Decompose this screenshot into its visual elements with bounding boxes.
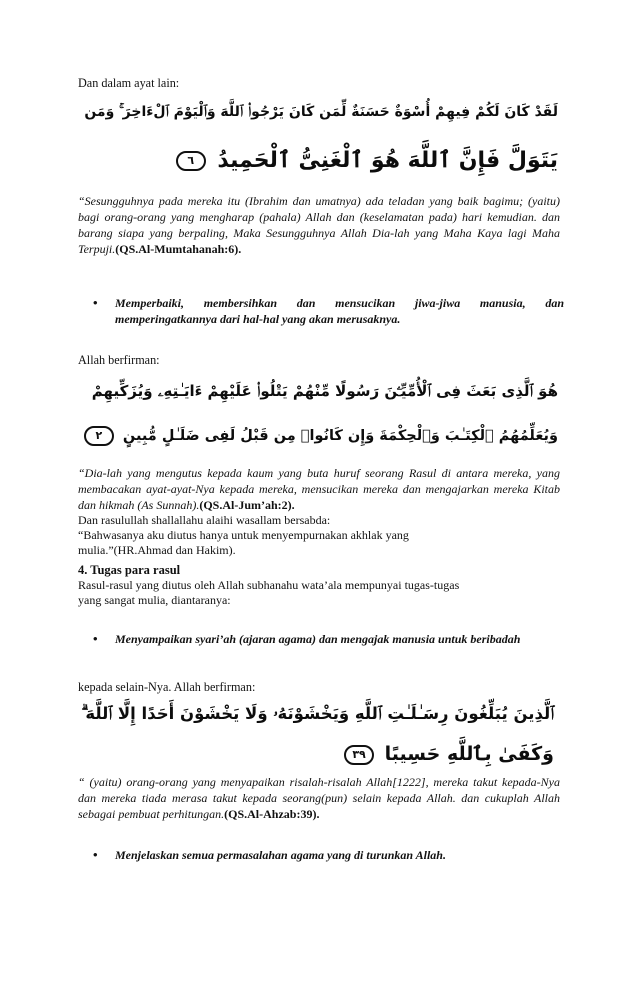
arabic-verse-3-line2 <box>344 743 554 765</box>
section-line-2: yang sangat mulia, diantaranya: <box>78 593 231 607</box>
intro-text-2: Allah berfirman: <box>78 353 160 367</box>
translation-paragraph-2 <box>78 465 560 513</box>
arabic-verse-1-text: يَتَوَلَّ فَإِنَّ ٱللَّهَ هُوَ ٱلْغَنِىُّ ٱلْحَمِيدُ <box>217 148 558 173</box>
ayah-number-marker: ٦ <box>176 151 206 171</box>
hadith-block <box>78 513 560 558</box>
hadith-intro: Dan rasulullah shallallahu alaihi wasallam bersabda: <box>78 513 331 527</box>
arabic-verse-1-line1: لَقَدْ كَانَ لَكُمْ فِيهِمْ أُسْوَةٌ حَسَنَةٌ لِّمَن كَانَ يَرْجُوا۟ ٱللَّهَ وَٱلْيَوْمَ ٱلْءَاخِرَ ۚ وَمَن <box>84 104 558 120</box>
bullet-item-2 <box>93 631 564 647</box>
intro-text-1: Dan dalam ayat lain: <box>78 76 180 90</box>
translation-text-1: “Sesungguhnya pada mereka itu (Ibrahim dan umatnya) ada teladan yang baik bagimu; (yaitu) bagi orang-orang yang mengharap (pahala) Allah dan (keselamatan pada) hari kemudian. dan barang siapa yang berpaling, Maka Sesungguhnya Allah Dia-lah yang Maha Kaya lagi Maha Terpuji. <box>78 194 560 256</box>
translation-text-3: “ (yaitu) orang-orang yang menyapaikan risalah-risalah Allah[1222], mereka takut kepada-Nya dan mereka tiada merasa takut kepada seorang(pun) selain kepada Allah. dan cukuplah Allah sebagai pembuat perhitungan. <box>78 775 560 821</box>
bullet-text-1: Memperbaiki, membersihkan dan mensucikan jiwa-jiwa manusia, dan memperingatkannya dari hal-hal yang akan merusaknya. <box>115 296 564 326</box>
verse-reference-3: (QS.Al-Ahzab:39). <box>224 807 320 821</box>
bullet-dot-icon: • <box>93 295 98 310</box>
hadith-line-1: “Bahwasanya aku diutus hanya untuk menyempurnakan akhlak yang <box>78 528 409 542</box>
bullet-dot-icon: • <box>93 847 98 862</box>
hadith-line-2: mulia.”(HR.Ahmad dan Hakim). <box>78 543 236 557</box>
bullet-item-1 <box>93 295 564 327</box>
section-heading: 4. Tugas para rasul <box>78 563 181 577</box>
translation-text-2: “Dia-lah yang mengutus kepada kaum yang buta huruf seorang Rasul di antara mereka, yang membacakan ayat-ayat-Nya kepada mereka, mensucikan mereka dan mengajarkan mereka Kitab dan hikmah (As Sunnah). <box>78 466 560 512</box>
intro-text-3: kepada selain-Nya. Allah berfirman: <box>78 680 256 694</box>
ayah-number-marker: ٢ <box>84 426 114 446</box>
arabic-verse-2-line1: هُوَ ٱلَّذِى بَعَثَ فِى ٱلْأُمِّيِّـۧنَ رَسُولًا مِّنْهُمْ يَتْلُوا۟ عَلَيْهِمْ ءَايَـٰتِهِۦ وَيُزَكِّيهِمْ <box>91 382 558 400</box>
translation-paragraph-3 <box>78 774 560 822</box>
section-line-1: Rasul-rasul yang diutus oleh Allah subhanahu wata’ala mempunyai tugas-tugas <box>78 578 460 592</box>
bullet-text-3: Menjelaskan semua permasalahan agama yang di turunkan Allah. <box>115 848 446 862</box>
verse-reference-2: (QS.Al-Jum’ah:2). <box>199 498 295 512</box>
arabic-verse-2-line2 <box>84 426 558 446</box>
verse-reference-1: (QS.Al-Mumtahanah:6). <box>115 242 242 256</box>
arabic-verse-3-text: وَكَفَىٰ بِٱللَّهِ حَسِيبًا <box>384 743 554 765</box>
arabic-verse-3-line1: ٱلَّذِينَ يُبَلِّغُونَ رِسَـٰلَـٰتِ ٱللَّهِ وَيَخْشَوْنَهُۥ وَلَا يَخْشَوْنَ أَحَدًا إِلَّا ٱللَّهَ ۗ <box>81 704 554 723</box>
bullet-text-2: Menyampaikan syari’ah (ajaran agama) dan mengajak manusia untuk beribadah <box>115 632 521 646</box>
arabic-verse-2-text: وَيُعَلِّمُهُمُ ٱلْكِتَـٰبَ وَٱلْحِكْمَةَ وَإِن كَانُوا۟ مِن قَبْلُ لَفِى ضَلَـٰلٍ مُّبِينٍ <box>122 428 558 444</box>
translation-paragraph-1 <box>78 193 560 257</box>
arabic-verse-1-line2 <box>176 148 558 173</box>
ayah-number-marker: ٣٩ <box>344 745 374 765</box>
bullet-item-3 <box>93 847 564 863</box>
bullet-dot-icon: • <box>93 631 98 646</box>
section-block <box>78 563 560 608</box>
